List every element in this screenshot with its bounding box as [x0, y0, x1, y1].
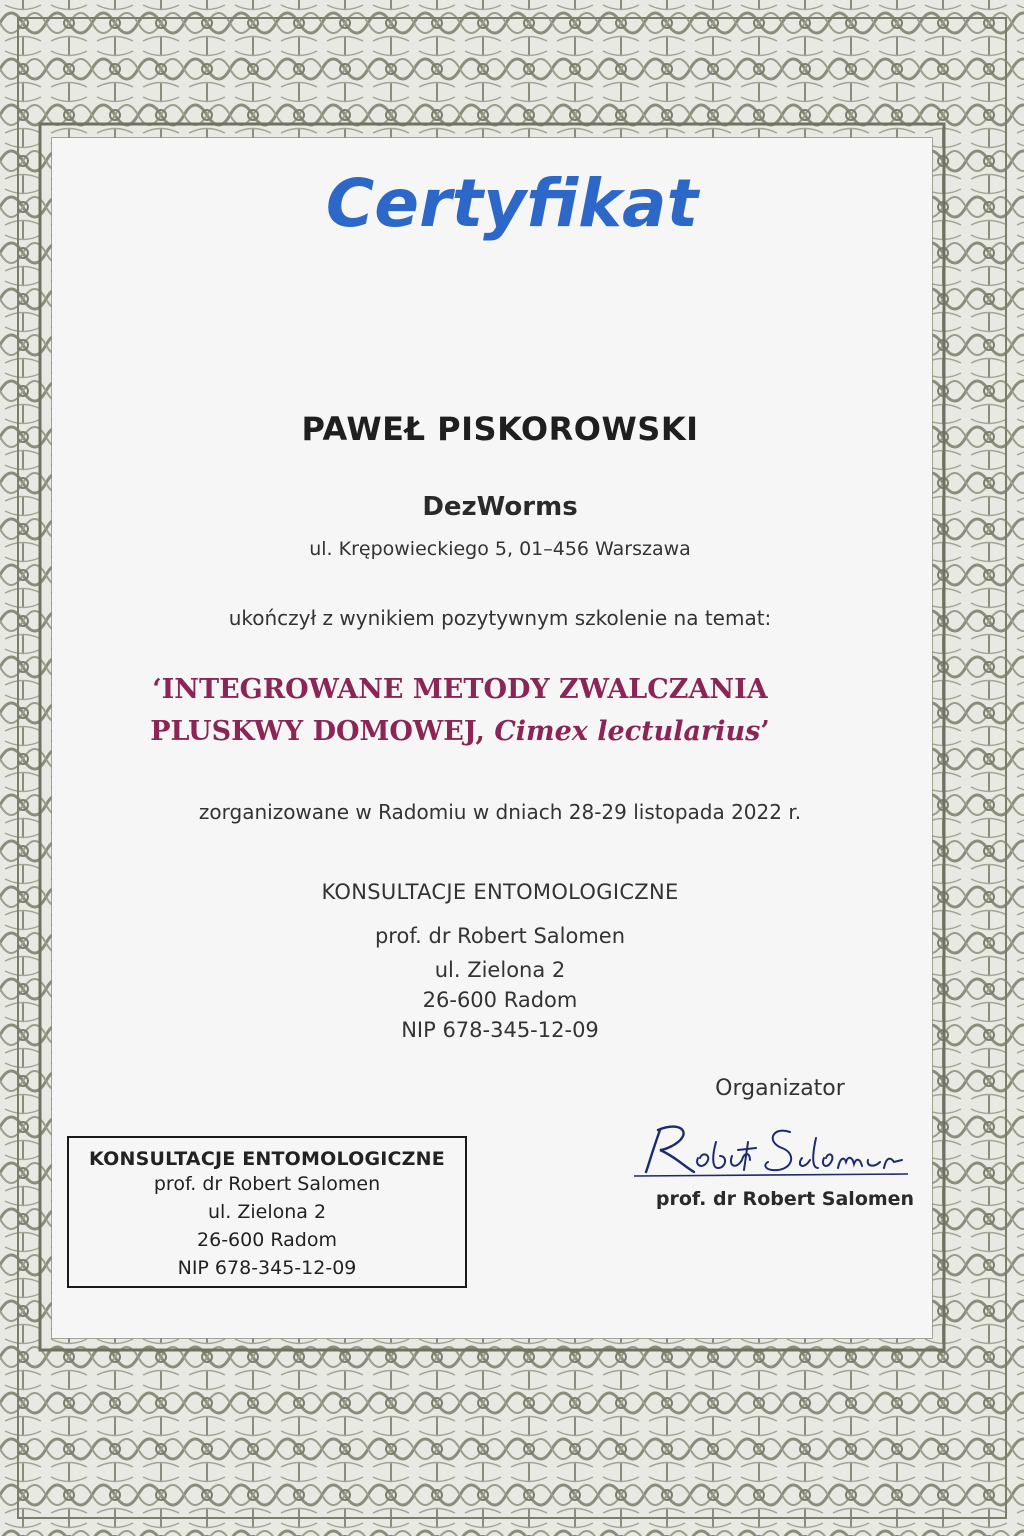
handwritten-signature	[632, 1112, 912, 1182]
organizer-person: prof. dr Robert Salomen	[374, 924, 626, 948]
stamp-person: prof. dr Robert Salomen	[153, 1173, 381, 1195]
recipient-name: PAWEŁ PISKOROWSKI	[301, 410, 699, 448]
organizer-city: 26-600 Radom	[422, 988, 578, 1012]
organizer-street: ul. Zielona 2	[434, 958, 566, 982]
certificate-title: Certyfikat	[325, 165, 699, 242]
company-name: DezWorms	[422, 492, 578, 522]
stamp-street: ul. Zielona 2	[207, 1201, 327, 1223]
course-title-line2	[100, 716, 820, 747]
organizer-stamp	[67, 1136, 467, 1288]
stamp-nip: NIP 678-345-12-09	[177, 1257, 357, 1279]
course-title-line2-suffix: ’	[760, 716, 770, 747]
company-address: ul. Krępowieckiego 5, 01–456 Warszawa	[309, 538, 691, 560]
event-text: zorganizowane w Radomiu w dniach 28-29 listopada 2022 r.	[198, 800, 802, 824]
organizer-nip: NIP 678-345-12-09	[401, 1018, 599, 1042]
stamp-title: KONSULTACJE ENTOMOLOGICZNE	[89, 1148, 445, 1170]
signature-name: prof. dr Robert Salomen	[655, 1188, 915, 1210]
completion-text: ukończył z wynikiem pozytywnym szkolenie na temat:	[228, 606, 772, 630]
course-title-latin: Cimex lectularius	[494, 716, 761, 747]
stamp-city: 26-600 Radom	[197, 1229, 337, 1251]
organizer-label: Organizator	[715, 1076, 845, 1101]
course-title-line1: ‘INTEGROWANE METODY ZWALCZANIA	[152, 674, 768, 705]
organizer-name: KONSULTACJE ENTOMOLOGICZNE	[321, 880, 679, 904]
course-title-line2-prefix: PLUSKWY DOMOWEJ,	[150, 716, 495, 747]
